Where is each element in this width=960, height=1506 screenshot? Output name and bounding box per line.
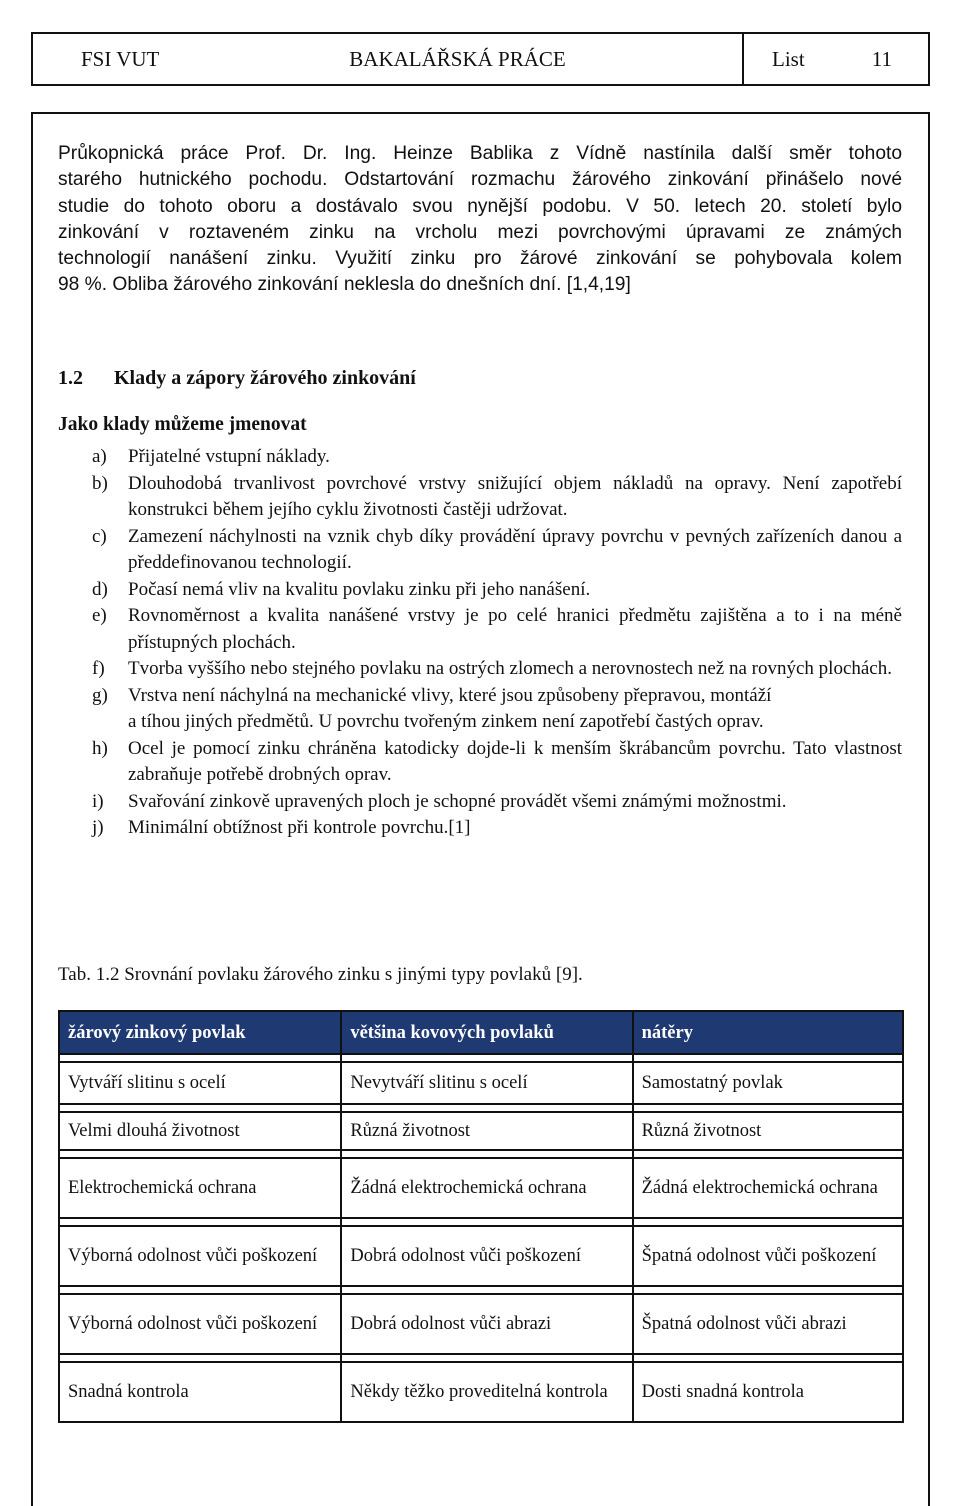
list-item-text-line: a tíhou jiných předmětů. U povrchu tvořeným zinkem není zapotřebí častých oprav. (128, 711, 764, 732)
list-item-text: Ocel je pomocí zinku chráněna katodicky dojde-li k menším škrábancům povrchu. Tato vlastnost zabraňuje potřebě drobných oprav. (128, 737, 902, 785)
section-heading (58, 367, 416, 390)
table-cell: Nevytváří slitinu s ocelí (341, 1062, 632, 1104)
list-item-text: Svařování zinkově upravených ploch je schopné provádět všemi známými možnostmi. (128, 790, 787, 812)
intro-line: studie do tohoto oboru a dostávalo svou nynější podobu. V 50. letech 20. století bylo (58, 195, 902, 217)
list-item-text (128, 683, 902, 736)
table-row (59, 1226, 903, 1286)
table-cell: Někdy těžko proveditelná kontrola (341, 1362, 632, 1422)
table-cell: Špatná odolnost vůči poškození (633, 1226, 903, 1286)
table-cell: Dobrá odolnost vůči poškození (341, 1226, 632, 1286)
table-spacer (59, 1218, 903, 1226)
header-list-label: List (772, 46, 805, 71)
page-header (31, 32, 930, 86)
table-header-cell: žárový zinkový povlak (59, 1011, 341, 1054)
table-caption: Tab. 1.2 Srovnání povlaku žárového zinku s jinými typy povlaků [9]. (58, 964, 583, 985)
intro-paragraph (58, 141, 902, 299)
table-header-row (59, 1011, 903, 1054)
header-page-box (742, 34, 928, 84)
list-item-text-line: Vrstva není náchylná na mechanické vlivy, které jsou způsobeny přepravou, montáží (128, 684, 772, 706)
list-item (58, 656, 902, 683)
list-marker: f) (92, 658, 105, 679)
list-item (58, 444, 902, 471)
table-cell: Vytváří slitinu s ocelí (59, 1062, 341, 1104)
list-marker: i) (92, 790, 104, 812)
list-item-text: Rovnoměrnost a kvalita nanášené vrstvy je po celé hranici předmětu zajištěna a to i na méně přístupných plochách. (128, 605, 902, 653)
list-item-text: Počasí nemá vliv na kvalitu povlaku zinku při jeho nanášení. (128, 578, 591, 600)
table-cell: Výborná odolnost vůči poškození (59, 1294, 341, 1354)
table-spacer (59, 1286, 903, 1294)
header-page-number: 11 (871, 46, 892, 71)
table-cell: Žádná elektrochemická ochrana (633, 1158, 903, 1218)
table-cell: Velmi dlouhá životnost (59, 1112, 341, 1150)
table-cell: Dosti snadná kontrola (633, 1362, 903, 1422)
list-marker: b) (92, 472, 108, 494)
header-document-type: BAKALÁŘSKÁ PRÁCE (349, 46, 566, 71)
list-marker: h) (92, 737, 108, 759)
list-item-text: Tvorba vyššího nebo stejného povlaku na ostrých zlomech a nerovnostech než na rovných plochách. (128, 658, 892, 679)
table-spacer (59, 1054, 903, 1062)
table-spacer (59, 1104, 903, 1112)
list-item (58, 471, 902, 524)
table-row (59, 1362, 903, 1422)
table-cell: Různá životnost (341, 1112, 632, 1150)
list-marker: g) (92, 684, 108, 706)
list-item-text: Dlouhodobá trvanlivost povrchové vrstvy snižující objem nákladů na opravy. Není zapotřebí konstrukci během jejího cyklu životnosti častěji udržovat. (128, 472, 902, 520)
table-row (59, 1112, 903, 1150)
table-cell: Dobrá odolnost vůči abrazi (341, 1294, 632, 1354)
intro-line: starého hutnického pochodu. Odstartování rozmachu žárového zinkování přinášelo nové (58, 169, 902, 191)
table-header-cell: nátěry (633, 1011, 903, 1054)
table-spacer (59, 1354, 903, 1362)
table-cell: Výborná odolnost vůči poškození (59, 1226, 341, 1286)
table-spacer (59, 1150, 903, 1158)
table-row (59, 1062, 903, 1104)
table-cell: Samostatný povlak (633, 1062, 903, 1104)
section-title: Klady a zápory žárového zinkování (114, 367, 416, 389)
list-marker: c) (92, 525, 107, 547)
intro-line: technologií nanášení zinku. Využití zinku pro žárové zinkování se pohybovala kolem (58, 248, 902, 270)
header-institution: FSI VUT (81, 46, 160, 71)
intro-line: Průkopnická práce Prof. Dr. Ing. Heinze Bablika z Vídně nastínila další směr tohoto (58, 143, 902, 164)
table-cell: Elektrochemická ochrana (59, 1158, 341, 1218)
list-item-text: Minimální obtížnost při kontrole povrchu.[1] (128, 817, 471, 838)
table-cell: Špatná odolnost vůči abrazi (633, 1294, 903, 1354)
subsection-heading: Jako klady můžeme jmenovat (58, 414, 307, 435)
list-marker: a) (92, 446, 107, 467)
list-item (58, 603, 902, 656)
list-marker: d) (92, 578, 108, 600)
list-item (58, 577, 902, 604)
list-item (58, 524, 902, 577)
list-item (58, 789, 902, 816)
comparison-table (58, 1010, 904, 1423)
intro-line: zinkování v roztaveném zinku na vrcholu mezi povrchovými úpravami ze známých (58, 221, 902, 243)
list-item (58, 736, 902, 789)
intro-line: 98 %. Obliba žárového zinkování neklesla do dnešních dní. [1,4,19] (58, 274, 631, 296)
table-row (59, 1158, 903, 1218)
list-item (58, 815, 902, 842)
list-marker: e) (92, 605, 107, 626)
table-cell: Různá životnost (633, 1112, 903, 1150)
list-item-text: Přijatelné vstupní náklady. (128, 446, 330, 467)
section-number: 1.2 (58, 367, 83, 389)
list-item (58, 683, 902, 736)
advantages-list (58, 444, 902, 842)
table-cell: Snadná kontrola (59, 1362, 341, 1422)
table-cell: Žádná elektrochemická ochrana (341, 1158, 632, 1218)
table-row (59, 1294, 903, 1354)
list-marker: j) (92, 817, 104, 838)
list-item-text: Zamezení náchylnosti na vznik chyb díky provádění úpravy povrchu v pevných zařízeních danou a předdefinovanou technologií. (128, 525, 902, 573)
table-header-cell: většina kovových povlaků (341, 1011, 632, 1054)
